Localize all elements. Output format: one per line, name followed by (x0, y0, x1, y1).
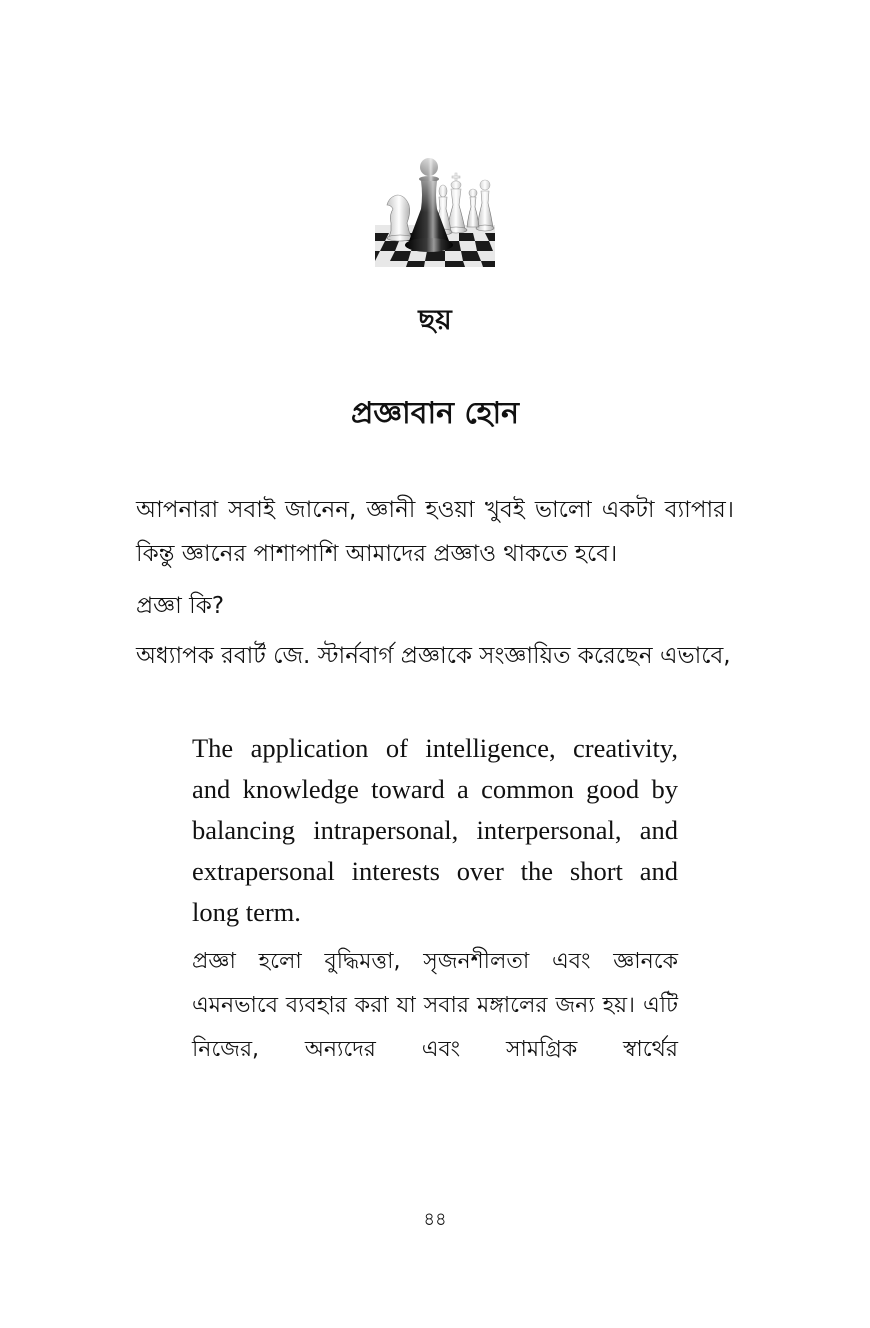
page-number: ৪৪ (423, 1209, 447, 1230)
question-paragraph: প্রজ্ঞা কি? (136, 593, 225, 619)
intro-paragraph: আপনারা সবাই জানেন, জ্ঞানী হওয়া খুবই ভালো একটা ব্যাপার। কিন্তু জ্ঞানের পাশাপাশি আমাদের প্রজ্ঞাও থাকতে হবে। (136, 497, 734, 567)
chapter-title: প্রজ্ঞাবান হোন (350, 396, 520, 431)
definition-intro-paragraph: অধ্যাপক রবার্ট জে. স্টার্নবার্গ প্রজ্ঞাকে সংজ্ঞায়িত করেছেন এভাবে, (136, 643, 731, 669)
bengali-translation: প্রজ্ঞা হলো বুদ্ধিমত্তা, সৃজনশীলতা এবং জ্ঞানকে এমনভাবে ব্যবহার করা যা সবার মঙ্গালের জন্য হয়। এটি নিজের, অন্যদের এবং সামগ্রিক স্বার্থের (192, 949, 678, 1062)
english-quote: The application of intelligence, creativity, and knowledge toward a common good by balancing intrapersonal, interpersonal, and extrapersonal interests over the short and long term. (192, 733, 678, 927)
chapter-number: ছয় (418, 303, 452, 336)
chess-pieces-icon (375, 145, 495, 267)
